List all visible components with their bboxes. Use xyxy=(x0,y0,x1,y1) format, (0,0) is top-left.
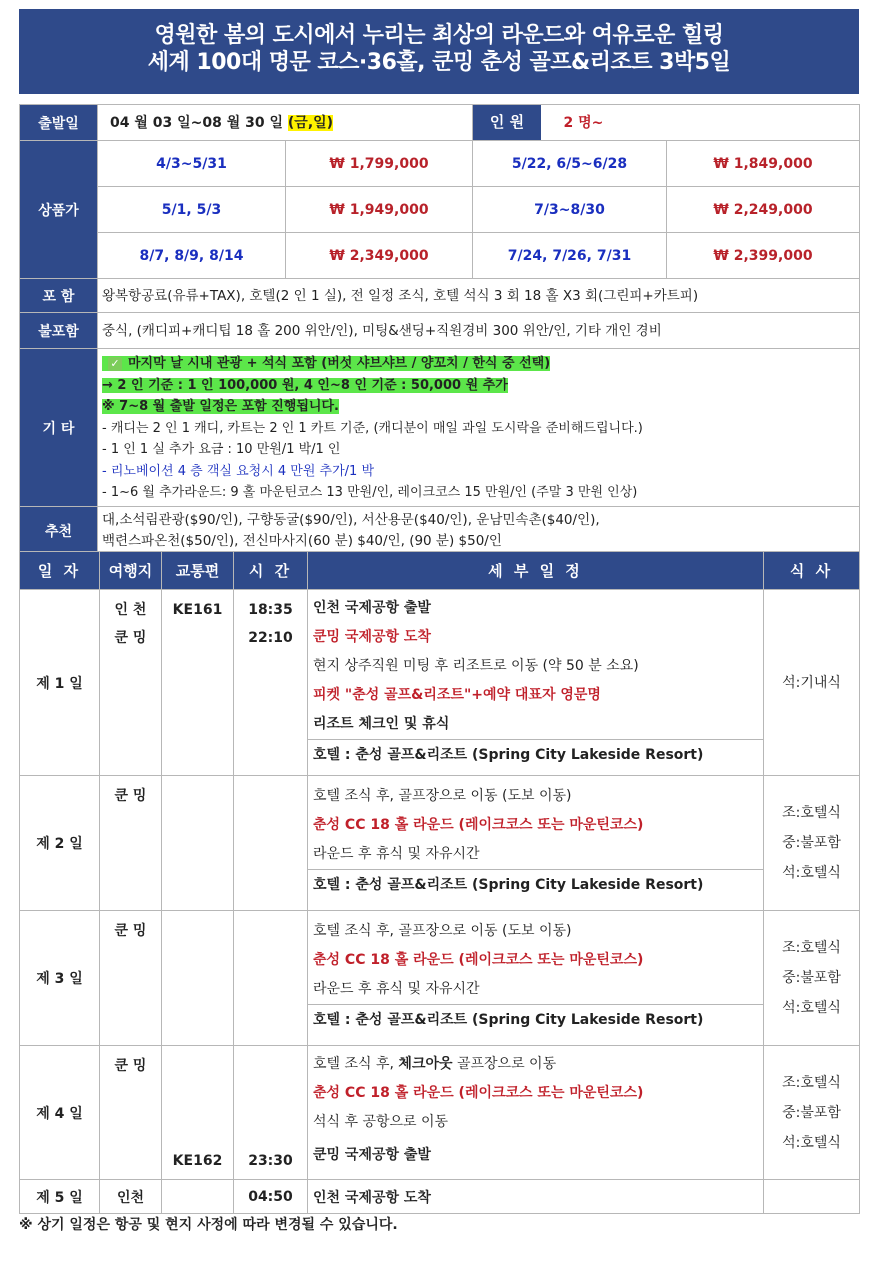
detail-line: 호텔 조식 후, 골프장으로 이동 (도보 이동) xyxy=(313,923,572,939)
col-header-details: 세 부 일 정 xyxy=(308,552,764,590)
time-cell xyxy=(234,1046,308,1180)
meal-cell xyxy=(764,776,860,911)
col-header-transport: 교통편 xyxy=(162,552,234,590)
place: 쿤 밍 xyxy=(114,923,147,939)
detail-line: 리조트 체크인 및 휴식 xyxy=(313,716,450,732)
departure-label: 출발일 xyxy=(20,105,98,141)
detail-cell xyxy=(308,1180,764,1214)
meal: 중:불포함 xyxy=(782,970,841,986)
price-date: 8/7, 8/9, 8/14 xyxy=(98,233,286,279)
time-cell xyxy=(234,911,308,1046)
etc-cell xyxy=(98,349,860,507)
recommend-cell xyxy=(98,507,860,555)
detail-line: 피켓 "춘성 골프&리조트"+예약 대표자 영문명 xyxy=(313,687,601,703)
meal: 석:기내식 xyxy=(782,674,841,691)
meal: 석:호텔식 xyxy=(782,865,841,881)
product-info-table xyxy=(19,104,860,555)
etc-label: 기 타 xyxy=(20,349,98,507)
detail-line: 호텔 조식 후, 골프장으로 이동 (도보 이동) xyxy=(313,788,572,804)
meal-cell xyxy=(764,590,860,776)
meal-cell xyxy=(764,911,860,1046)
table-row xyxy=(20,911,860,1046)
meal: 석:호텔식 xyxy=(782,1134,841,1151)
meal-cell xyxy=(764,1046,860,1180)
price-date: 4/3~5/31 xyxy=(98,141,286,187)
transport-cell xyxy=(162,911,234,1046)
transport-cell xyxy=(162,590,234,776)
detail-line xyxy=(308,1050,763,1079)
exclude-label: 불포함 xyxy=(20,313,98,349)
recommend-line: 대,소석림관광($90/인), 구향동굴($90/인), 서산용문($40/인), 운남민속촌($40/인), xyxy=(102,511,600,528)
hotel-line: 호텔 : 춘성 골프&리조트 (Spring City Lakeside Resort) xyxy=(308,739,763,770)
day-label: 제 3 일 xyxy=(20,911,100,1046)
detail-line: 현지 상주직원 미팅 후 리조트로 이동 (약 50 분 소요) xyxy=(313,658,639,674)
transport-cell xyxy=(162,1180,234,1214)
price-value: ₩ 1,949,000 xyxy=(286,187,473,233)
price-label: 상품가 xyxy=(20,141,98,279)
title-line-1: 영원한 봄의 도시에서 누리는 최상의 라운드와 여유로운 힐링 xyxy=(154,23,724,48)
people-cell xyxy=(473,105,860,141)
place-cell xyxy=(100,1046,162,1180)
detail-cell xyxy=(308,911,764,1046)
meal: 중:불포함 xyxy=(782,1104,841,1121)
place: 쿤 밍 xyxy=(114,1058,147,1074)
recommend-label: 추천 xyxy=(20,507,98,555)
hotel-line: 호텔 : 춘성 골프&리조트 (Spring City Lakeside Resort) xyxy=(308,869,763,900)
day-label: 제 4 일 xyxy=(20,1046,100,1180)
price-date: 5/22, 6/5~6/28 xyxy=(473,141,667,187)
meal-cell xyxy=(764,1180,860,1214)
price-date: 7/24, 7/26, 7/31 xyxy=(473,233,667,279)
etc-line: - 캐디는 2 인 1 캐디, 카트는 2 인 1 카트 기준, (캐디분이 매일 과일 도시락을 준비해드립니다.) xyxy=(102,420,643,436)
detail-line: 춘성 CC 18 홀 라운드 (레이크코스 또는 마운틴코스) xyxy=(313,817,644,833)
table-row xyxy=(20,590,860,776)
etc-highlight-line xyxy=(102,356,550,371)
table-row xyxy=(20,776,860,911)
time-cell xyxy=(234,1180,308,1214)
col-header-meal: 식 사 xyxy=(764,552,860,590)
time: 23:30 xyxy=(248,1153,293,1169)
price-date: 5/1, 5/3 xyxy=(98,187,286,233)
footer-note: ※ 상기 일정은 항공 및 현지 사정에 따라 변경될 수 있습니다. xyxy=(19,1217,398,1233)
etc-highlight-line: → 2 인 기준 : 1 인 100,000 원, 4 인~8 인 기준 : 50,000 원 추가 xyxy=(102,377,508,393)
time-cell xyxy=(234,776,308,911)
transport-cell xyxy=(162,1046,234,1180)
price-value: ₩ 1,799,000 xyxy=(286,141,473,187)
price-value: ₩ 2,349,000 xyxy=(286,233,473,279)
title-line-2: 세계 100대 명문 코스·36홀, 쿤밍 춘성 골프&리조트 3박5일 xyxy=(147,50,731,75)
detail-cell xyxy=(308,776,764,911)
checkbox-icon: ✓ xyxy=(108,357,122,371)
detail-line: 라운드 후 휴식 및 자유시간 xyxy=(313,846,480,862)
itinerary-table xyxy=(19,551,860,1214)
recommend-line: 백련스파온천($50/인), 전신마사지(60 분) $40/인, (90 분) $50/인 xyxy=(102,532,502,549)
meal: 석:호텔식 xyxy=(782,1000,841,1016)
etc-line: 마지막 날 시내 관광 + 석식 포함 (버섯 샤브샤브 / 양꼬치 / 한식 중 선택) xyxy=(128,356,551,372)
detail-line: 석식 후 공항으로 이동 xyxy=(313,1114,449,1130)
col-header-place: 여행지 xyxy=(100,552,162,590)
detail-line: 인천 국제공항 도착 xyxy=(313,1189,431,1206)
transport-cell xyxy=(162,776,234,911)
day-label: 제 2 일 xyxy=(20,776,100,911)
detail-text: 골프장으로 이동 xyxy=(452,1056,557,1072)
people-label: 인 원 xyxy=(473,105,541,140)
col-header-day: 일 자 xyxy=(20,552,100,590)
price-value: ₩ 1,849,000 xyxy=(667,141,860,187)
meal: 조:호텔식 xyxy=(782,805,841,821)
day-label: 제 5 일 xyxy=(20,1180,100,1214)
people-value: 2 명~ xyxy=(563,114,604,131)
col-header-time: 시 간 xyxy=(234,552,308,590)
place: 쿤 밍 xyxy=(114,630,147,646)
hotel-line: 호텔 : 춘성 골프&리조트 (Spring City Lakeside Resort) xyxy=(308,1004,763,1035)
time-cell xyxy=(234,590,308,776)
detail-line: 쿤밍 국제공항 도착 xyxy=(313,629,431,645)
departure-days: (금,일) xyxy=(287,114,334,131)
price-value: ₩ 2,399,000 xyxy=(667,233,860,279)
flight-number: KE161 xyxy=(172,602,223,618)
departure-cell xyxy=(98,105,473,141)
place: 쿤 밍 xyxy=(114,788,147,804)
price-date: 7/3~8/30 xyxy=(473,187,667,233)
meal: 중:불포함 xyxy=(782,835,841,851)
detail-line: 인천 국제공항 출발 xyxy=(313,600,431,616)
etc-line: - 1 인 1 실 추가 요금 : 10 만원/1 박/1 인 xyxy=(102,442,341,458)
meal: 조:호텔식 xyxy=(782,940,841,956)
title-banner xyxy=(19,9,859,94)
place-cell xyxy=(100,590,162,776)
detail-line: 쿤밍 국제공항 출발 xyxy=(313,1147,431,1163)
detail-line: 춘성 CC 18 홀 라운드 (레이크코스 또는 마운틴코스) xyxy=(313,1085,644,1101)
detail-line: 라운드 후 휴식 및 자유시간 xyxy=(313,981,480,997)
include-text: 왕복항공료(유류+TAX), 호텔(2 인 1 실), 전 일정 조식, 호텔 석식 3 회 18 홀 X3 회(그린피+카트피) xyxy=(98,279,860,313)
time: 18:35 xyxy=(248,602,293,618)
day-label: 제 1 일 xyxy=(20,590,100,776)
price-value: ₩ 2,249,000 xyxy=(667,187,860,233)
table-row xyxy=(20,1046,860,1180)
place: 인천 xyxy=(116,1189,145,1206)
exclude-text: 중식, (캐디피+캐디팁 18 홀 200 위안/인), 미팅&샌딩+직원경비 300 위안/인, 기타 개인 경비 xyxy=(98,313,860,349)
table-row xyxy=(20,1180,860,1214)
flight-number: KE162 xyxy=(172,1153,223,1169)
etc-line: - 리노베이션 4 층 객실 요청시 4 만원 추가/1 박 xyxy=(102,463,375,479)
place-cell xyxy=(100,911,162,1046)
detail-bold-text: 체크아웃 xyxy=(398,1056,453,1072)
time: 22:10 xyxy=(248,630,293,646)
include-label: 포 함 xyxy=(20,279,98,313)
detail-cell xyxy=(308,590,764,776)
place-cell xyxy=(100,1180,162,1214)
detail-line: 춘성 CC 18 홀 라운드 (레이크코스 또는 마운틴코스) xyxy=(313,952,644,968)
place-cell xyxy=(100,776,162,911)
detail-cell xyxy=(308,1046,764,1180)
departure-value: 04 월 03 일~08 월 30 일 xyxy=(110,114,284,131)
time: 04:50 xyxy=(248,1188,293,1205)
place: 인 천 xyxy=(114,602,147,618)
detail-text: 호텔 조식 후, xyxy=(313,1056,399,1072)
etc-highlight-line: ※ 7~8 월 출발 일정은 포함 진행됩니다. xyxy=(102,399,339,415)
etc-line: - 1~6 월 추가라운드: 9 홀 마운틴코스 13 만원/인, 레이크코스 15 만원/인 (주말 3 만원 인상) xyxy=(102,485,638,501)
meal: 조:호텔식 xyxy=(782,1074,841,1091)
